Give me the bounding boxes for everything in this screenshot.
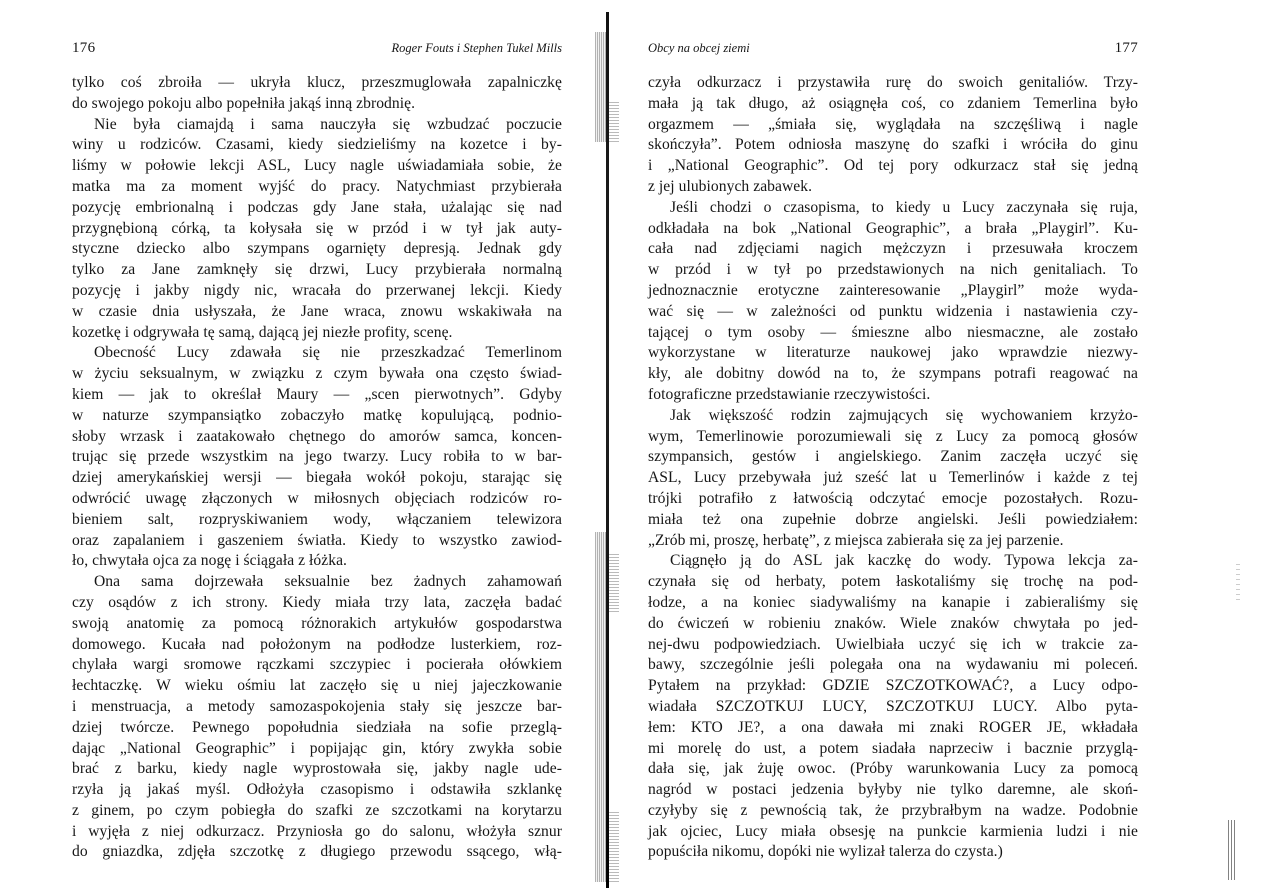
text-line: i „National Geographic”. Od tej pory odkurzacz stał się jedną: [648, 157, 1138, 175]
text-line: wać się — w zależności od punktu widzenia i nastawienia czy-: [648, 302, 1138, 320]
running-title: Roger Fouts i Stephen Tukel Mills: [391, 41, 562, 55]
page-number: 176: [72, 40, 96, 56]
right-running-head: [648, 40, 1138, 60]
text-line: chylała wargi sromowe rączkami szczypiec i pocierała ołówkiem: [72, 656, 562, 674]
book-gutter: [595, 12, 640, 888]
text-line: czyła odkurzacz i przystawiła rurę do swoich genitaliów. Trzy-: [648, 74, 1138, 91]
running-title: Obcy na obcej ziemi: [648, 41, 750, 55]
text-line: ło, chwytała ojca za nogę i ściągała z łóżka.: [72, 552, 348, 570]
text-line: orgazmem — „śmiała się, wyglądała na szczęśliwą i nagle: [648, 115, 1138, 133]
text-line: Pytałem na przykład: GDZIE SZCZOTKOWAĆ?, a Lucy odpo-: [648, 677, 1138, 695]
text-line: brać z barku, kiedy nagle wyprostowała się, jakby nagle ude-: [72, 760, 562, 778]
text-line: do ćwiczeń w robieniu znaków. Wiele znaków chwytała po jed-: [648, 614, 1138, 632]
text-line: Jeśli chodzi o czasopisma, to kiedy u Lucy zaczynała się ruja,: [670, 198, 1138, 216]
text-line: matka ma za moment wyjść do pracy. Natychmiast przybierała: [72, 177, 562, 195]
text-line: w przód i w tył po przedstawionych na nich genitaliach. To: [648, 261, 1138, 279]
text-line: dziej twórcze. Pewnego popołudnia siedziała na sofie przeglą-: [72, 718, 562, 736]
text-line: szympansich, gestów i angielskiego. Zanim zaczęła uczyć się: [648, 448, 1138, 466]
text-line: i menstruacja, a metody samozaspokojenia stały się jeszcze bar-: [72, 697, 562, 715]
text-line: domowego. Kucała nad położonym na podłodze lusterkiem, roz-: [72, 635, 562, 653]
text-line: czyłyby się z pewnością tak, że przybrałbym na wadze. Podobnie: [648, 801, 1138, 819]
text-line: pozycję i jakby nigdy nic, wracała do przerwanej lekcji. Kiedy: [72, 281, 562, 299]
text-line: czynała się od herbaty, potem łaskotaliśmy się trochę na pod-: [648, 573, 1138, 591]
text-line: trując się przede wszystkim na jego twarzy. Lucy robiła to w bar-: [72, 448, 562, 466]
text-line: i wyjęła z niej odkurzacz. Przyniosła go do salonu, włożyła sznur: [72, 822, 562, 840]
text-line: wym, Temerlinowie porozumiewali się z Lucy za pomocą głosów: [648, 427, 1138, 445]
text-line: dając „National Geographic” i popijając gin, który zwykła sobie: [72, 739, 562, 757]
text-line: Obecność Lucy zdawała się nie przeszkadzać Temerlinom: [94, 344, 562, 362]
text-line: miała też ona zupełnie dobrze angielski. Jeśli powiedziałem:: [648, 510, 1138, 528]
page-number: 177: [1114, 40, 1138, 56]
text-line: do swojego pokoju albo popełniła jakąś inną zbrodnię.: [72, 94, 416, 112]
text-line: odkładała na bok „National Geographic”, a brała „Playgirl”. Ku-: [648, 219, 1138, 237]
text-line: Ciągnęło ją do ASL jak kaczkę do wody. Typowa lekcja za-: [670, 552, 1138, 570]
text-line: jednoznacznie erotyczne zainteresowanie „Playgirl” może wyda-: [648, 281, 1138, 299]
text-line: ASL, Lucy przebywała już sześć lat u Temerlinów i każde z tej: [648, 469, 1138, 487]
text-line: cała nad zdjęciami nagich mężczyzn i przesuwała kroczem: [648, 240, 1138, 258]
text-line: jak ojciec, Lucy miała obsesję na punkcie karmienia ludzi i nie: [648, 822, 1138, 840]
text-line: Nie była ciamajdą i sama nauczyła się wzbudzać poczucie: [94, 115, 562, 133]
text-line: z ginem, po czym pobiegła do szafki ze szczotkami na korytarzu: [72, 801, 562, 819]
text-line: w naturze szympansiątko zobaczyło matkę kopulującą, podnio-: [72, 406, 562, 424]
gutter-speck: [609, 812, 619, 882]
text-line: rzyła ją jakaś myśl. Odłożyła czasopismo i odstawiła szklankę: [72, 781, 562, 799]
text-line: słoby wrzask i zaatakowało chętnego do amorów samca, koncen-: [72, 427, 562, 445]
book-spine: [606, 12, 609, 888]
text-line: mała ją tak długo, aż osiągnęła coś, co zdaniem Temerlina było: [648, 94, 1138, 112]
text-line: w czasie dnia usłyszała, że Jane wraca, znowu wskakiwała na: [72, 302, 562, 320]
text-line: Jak większość rodzin zajmujących się wychowaniem krzyżo-: [670, 406, 1138, 424]
right-page: [648, 0, 1138, 894]
text-line: liśmy w połowie lekcji ASL, Lucy nagle uświadamiała sobie, że: [72, 157, 562, 175]
text-line: Ona sama dojrzewała seksualnie bez żadnych zahamowań: [94, 573, 562, 591]
text-line: nej-dwu podpowiedziach. Uwielbiała uczyć się ich w trakcie za-: [648, 635, 1138, 653]
text-line: w życiu seksualnym, w związku z czym bywała ona często świad-: [72, 365, 562, 383]
text-line: styczne dziecko albo szympans ogarnięty depresją. Jednak gdy: [72, 240, 562, 258]
right-body-text: [648, 73, 1138, 863]
text-line: mi morelę do ust, a potem siadała naprzeciw i bacznie przyglą-: [648, 739, 1138, 757]
text-line: oraz zapalaniem i gaszeniem światła. Kiedy to wszystko zawiod-: [72, 531, 562, 549]
text-line: przygnębioną córką, ta kołysała się w przód i w tył jak auty-: [72, 219, 562, 237]
left-running-head: [72, 40, 562, 60]
text-line: tylko za Jane zamknęły się drzwi, Lucy przybierała normalną: [72, 261, 562, 279]
text-line: bawy, szczególnie jeśli polegała ona na wydawaniu mi poleceń.: [648, 656, 1138, 674]
gutter-speck: [609, 552, 619, 612]
left-body-text: [72, 73, 562, 863]
text-line: czy osądów z ich strony. Kiedy miała trzy lata, zaczęła badać: [72, 593, 562, 611]
text-line: dała się, jak żuję owoc. (Próby warunkowania Lucy za pomocą: [648, 760, 1138, 778]
text-line: z jej ulubionych zabawek.: [648, 177, 813, 195]
text-line: skończyła”. Potem odniosła maszynę do szafki i wróciła do ginu: [648, 136, 1138, 154]
text-line: kozetkę i odgrywała tę samą, dającą jej niezłe profity, scenę.: [72, 323, 453, 341]
text-line: pozycję embrionalną i podczas gdy Jane stała, użalając się nad: [72, 198, 562, 216]
text-line: do gniazdka, zdjęła szczotkę z długiego przewodu ssącego, włą-: [72, 843, 562, 861]
text-line: fotograficzne przedstawianie rzeczywistości.: [648, 385, 931, 403]
text-line: wykorzystane w literaturze naukowej jako wprawdzie niezwy-: [648, 344, 1138, 362]
text-line: odwrócić uwagę złączonych w miłosnych objęciach rodziców ro-: [72, 489, 562, 507]
text-line: dziej amerykańskiej wersji — biegała wokół pokoju, starając się: [72, 469, 562, 487]
text-line: łechtaczkę. W wieku ośmiu lat zaczęło się u niej jajeczkowanie: [72, 677, 562, 695]
text-line: tylko coś zbroiła — ukryła klucz, przeszmuglowała zapalniczkę: [72, 74, 562, 91]
text-line: kiem — jak to określał Maury — „scen pierwotnych”. Gdyby: [72, 385, 562, 403]
text-line: nagród w postaci jedzenia byłyby nie tylko daremne, ale skoń-: [648, 781, 1138, 799]
text-line: „Zrób mi, proszę, herbatę”, z miejsca zabierała się za jej parzenie.: [648, 531, 1064, 549]
text-line: bieniem salt, rozpryskiwaniem wody, włączaniem telewizora: [72, 510, 562, 528]
text-line: tającej o tym osoby — śmieszne albo niesmaczne, ale zostało: [648, 323, 1138, 341]
page-edge-artifact: [1236, 560, 1240, 600]
page-edge-artifact: [1228, 820, 1236, 880]
left-page: [72, 0, 562, 894]
text-line: popuściła nikomu, dopóki nie wylizał talerza do czysta.): [648, 843, 1003, 861]
text-line: winy u rodziców. Czasami, kiedy siedzieliśmy na kozetce i by-: [72, 136, 562, 154]
text-line: łem: KTO JE?, a ona dawała mi znaki ROGER JE, wkładała: [648, 718, 1138, 736]
text-line: swoją anatomię za pomocą różnorakich artykułów gospodarstwa: [72, 614, 562, 632]
text-line: wiadała SZCZOTKUJ LUCY, SZCZOTKUJ LUCY. Albo pyta-: [648, 697, 1138, 715]
text-line: łodze, a na koniec siadywaliśmy na kanapie i zabieraliśmy się: [648, 593, 1138, 611]
text-line: trójki potrafiło z łatwością odczytać emocje pozostałych. Rozu-: [648, 489, 1138, 507]
text-line: kły, ale dobitny dowód na to, że szympans potrafi reagować na: [648, 365, 1138, 383]
gutter-speck: [609, 102, 619, 142]
